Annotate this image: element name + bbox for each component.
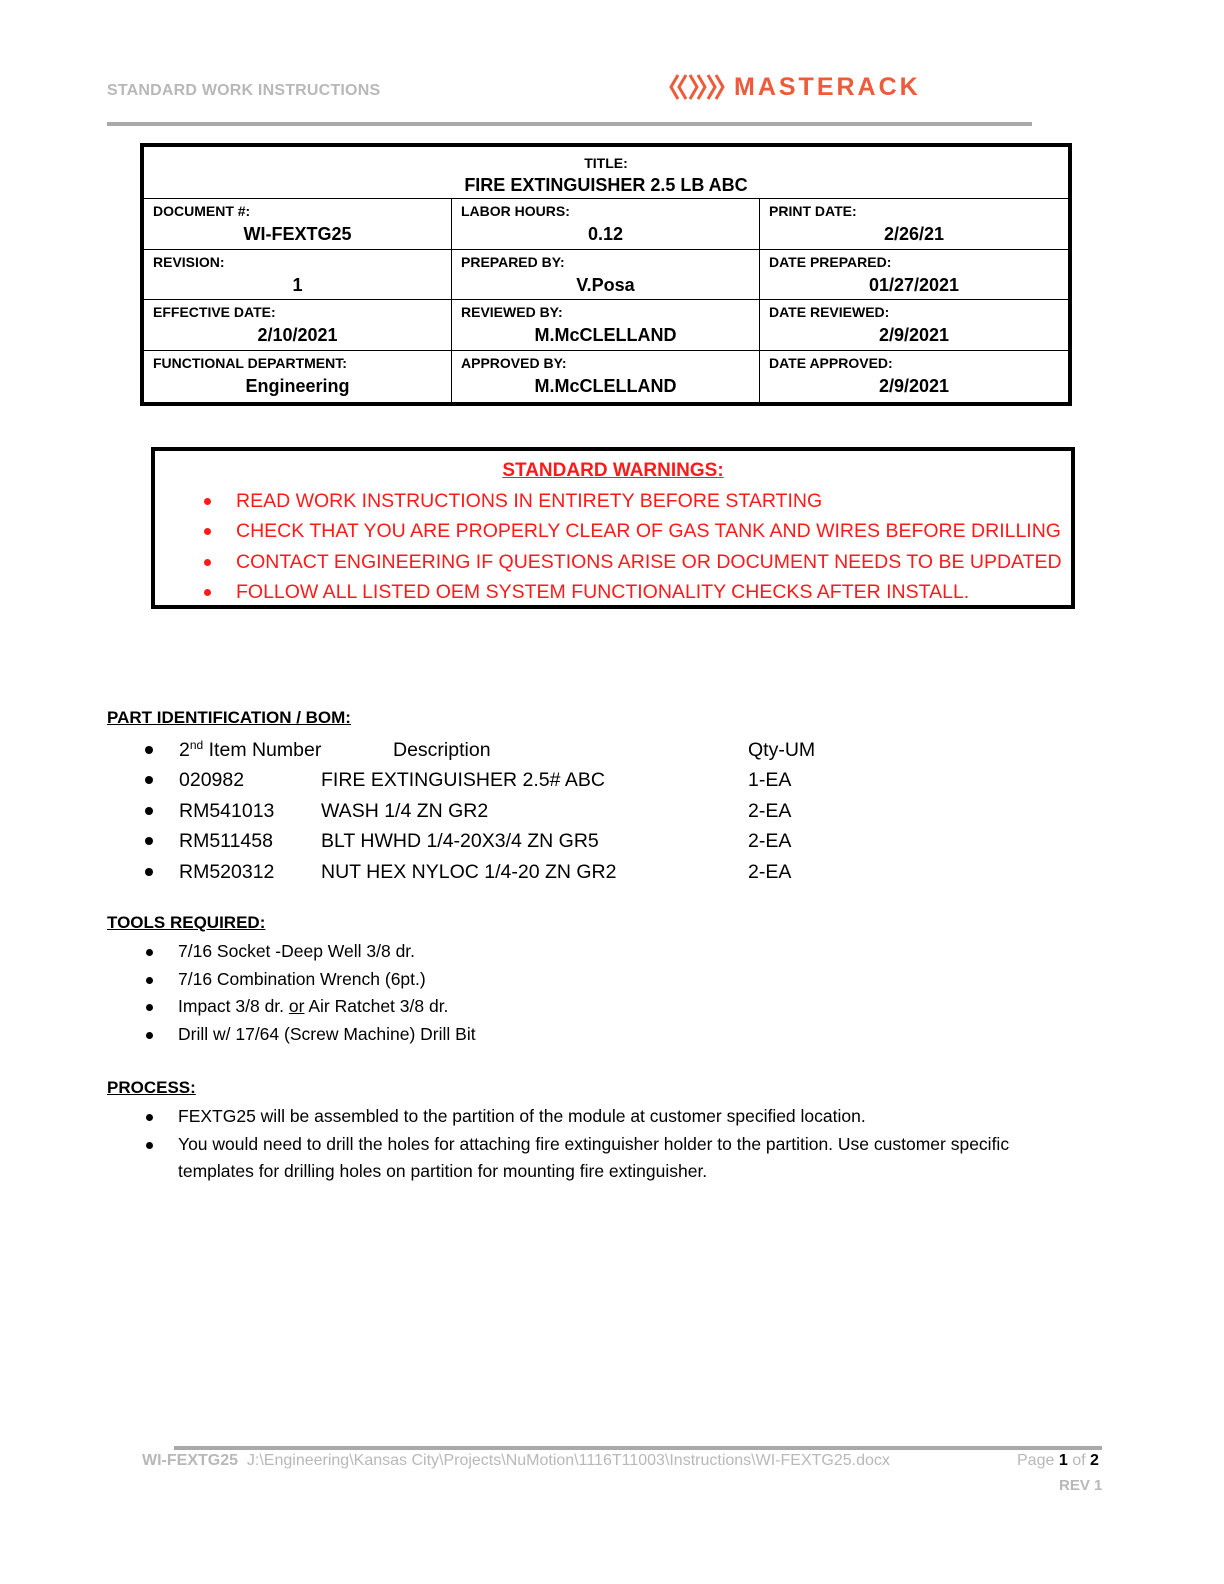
bullet-icon bbox=[145, 807, 153, 815]
process-heading: PROCESS: bbox=[107, 1078, 196, 1097]
tool-or-text: or bbox=[288, 996, 305, 1017]
warning-item: FOLLOW ALL LISTED OEM SYSTEM FUNCTIONALITY CHECKS AFTER INSTALL. bbox=[155, 577, 1071, 607]
header-item-text: Item Number bbox=[203, 739, 322, 761]
info-row bbox=[144, 250, 1068, 301]
print-date-cell bbox=[760, 199, 1068, 249]
footer-rule bbox=[174, 1446, 1102, 1450]
cell-label: DATE APPROVED: bbox=[769, 354, 893, 371]
cell-value: 2/9/2021 bbox=[878, 375, 950, 396]
cell-value: 0.12 bbox=[587, 224, 624, 244]
reviewed-by-cell bbox=[452, 300, 760, 350]
standard-warnings-box bbox=[151, 447, 1075, 609]
title-label: TITLE: bbox=[584, 155, 628, 171]
header-superscript: nd bbox=[189, 738, 204, 752]
page-word: Page bbox=[1017, 1452, 1055, 1469]
bom-row bbox=[107, 826, 1007, 856]
cell-value: Engineering bbox=[245, 375, 350, 396]
brand-logo bbox=[668, 72, 921, 102]
item-description: WASH 1/4 ZN GR2 bbox=[321, 799, 489, 822]
bom-row bbox=[107, 857, 1007, 887]
cell-label: PREPARED BY: bbox=[461, 253, 565, 270]
cell-label: LABOR HOURS: bbox=[461, 203, 570, 219]
cell-value: 1 bbox=[292, 274, 303, 295]
cell-label: DATE REVIEWED: bbox=[769, 304, 890, 320]
bullet-icon bbox=[145, 868, 153, 876]
title-cell bbox=[144, 147, 1068, 199]
effective-date-cell bbox=[144, 300, 452, 350]
cell-value: 2/10/2021 bbox=[257, 325, 338, 345]
functional-department-cell bbox=[144, 351, 452, 402]
process-item: You would need to drill the holes for attaching fire extinguisher holder to the partition. Use customer specific templates for drilling holes on partition for mounting fire extinguisher. bbox=[107, 1131, 1088, 1186]
cell-value: 2/9/2021 bbox=[878, 325, 950, 345]
warning-item: CHECK THAT YOU ARE PROPERLY CLEAR OF GAS TANK AND WIRES BEFORE DRILLING bbox=[155, 516, 1071, 546]
footer-revision: REV 1 bbox=[1059, 1477, 1103, 1494]
cell-label: DATE PREPARED: bbox=[769, 253, 892, 270]
warnings-list bbox=[155, 486, 1071, 607]
bom-row bbox=[107, 765, 1007, 795]
cell-value: M.McCLELLAND bbox=[534, 375, 677, 396]
tool-item: Drill w/ 17/64 (Screw Machine) Drill Bit bbox=[107, 1021, 476, 1049]
footer-path bbox=[142, 1452, 890, 1470]
cell-label: EFFECTIVE DATE: bbox=[153, 304, 276, 320]
document-info-table bbox=[140, 143, 1072, 406]
item-number-header bbox=[179, 735, 321, 765]
item-qty: 1-EA bbox=[748, 769, 792, 792]
cell-value: 01/27/2021 bbox=[868, 274, 960, 295]
footer-doc-id: WI-FEXTG25 bbox=[142, 1452, 239, 1469]
bom-list bbox=[107, 735, 1007, 887]
approved-by-cell bbox=[452, 351, 760, 402]
footer-page-number bbox=[1017, 1452, 1099, 1470]
qty-header: Qty-UM bbox=[748, 739, 816, 761]
bom-row bbox=[107, 796, 1007, 826]
of-word: of bbox=[1072, 1452, 1086, 1469]
info-row bbox=[144, 351, 1068, 402]
cell-label: REVIEWED BY: bbox=[461, 304, 563, 320]
prepared-by-cell bbox=[452, 250, 760, 300]
date-approved-cell bbox=[760, 351, 1068, 402]
warning-item: READ WORK INSTRUCTIONS IN ENTIRETY BEFORE STARTING bbox=[155, 486, 1071, 516]
tools-heading: TOOLS REQUIRED: bbox=[107, 913, 266, 932]
cell-label: PRINT DATE: bbox=[769, 203, 857, 219]
bom-heading: PART IDENTIFICATION / BOM: bbox=[107, 708, 351, 727]
process-list bbox=[107, 1103, 1088, 1186]
labor-hours-cell bbox=[452, 199, 760, 249]
bullet-icon bbox=[145, 776, 153, 784]
tool-item bbox=[107, 993, 476, 1021]
tool-item: 7/16 Socket -Deep Well 3/8 dr. bbox=[107, 938, 476, 966]
item-qty: 2-EA bbox=[748, 799, 792, 822]
header-prefix: 2 bbox=[179, 739, 190, 761]
masterack-logo-icon bbox=[668, 72, 726, 102]
item-qty: 2-EA bbox=[748, 830, 792, 853]
cell-value: V.Posa bbox=[576, 274, 635, 295]
warning-item: CONTACT ENGINEERING IF QUESTIONS ARISE OR DOCUMENT NEEDS TO BE UPDATED bbox=[155, 547, 1071, 577]
cell-label: FUNCTIONAL DEPARTMENT: bbox=[153, 354, 347, 371]
item-number: RM541013 bbox=[179, 799, 275, 822]
info-row bbox=[144, 199, 1068, 250]
date-prepared-cell bbox=[760, 250, 1068, 300]
logo-text: MASTERACK bbox=[734, 72, 921, 101]
cell-value: M.McCLELLAND bbox=[534, 325, 677, 345]
item-description: BLT HWHD 1/4-20X3/4 ZN GR5 bbox=[321, 830, 599, 853]
info-row bbox=[144, 300, 1068, 351]
tool-text: Impact 3/8 dr. bbox=[178, 996, 289, 1017]
cell-label: DOCUMENT #: bbox=[153, 203, 251, 219]
page-current: 1 bbox=[1058, 1452, 1068, 1469]
item-qty: 2-EA bbox=[748, 860, 792, 883]
process-item: FEXTG25 will be assembled to the partition of the module at customer specified location. bbox=[107, 1103, 1088, 1131]
warnings-title: STANDARD WARNINGS: bbox=[502, 460, 724, 481]
item-number: RM511458 bbox=[179, 830, 273, 853]
item-description: NUT HEX NYLOC 1/4-20 ZN GR2 bbox=[321, 860, 617, 883]
description-header: Description bbox=[393, 739, 491, 761]
tool-text: Air Ratchet 3/8 dr. bbox=[304, 996, 449, 1017]
bullet-icon bbox=[145, 837, 153, 845]
cell-label: REVISION: bbox=[153, 253, 225, 270]
header-label: STANDARD WORK INSTRUCTIONS bbox=[107, 82, 381, 99]
item-number: RM520312 bbox=[179, 860, 275, 883]
tools-list bbox=[107, 938, 476, 1048]
bom-header-row bbox=[107, 735, 1007, 765]
header-rule bbox=[107, 122, 1032, 126]
date-reviewed-cell bbox=[760, 300, 1068, 350]
tool-item: 7/16 Combination Wrench (6pt.) bbox=[107, 966, 476, 994]
cell-value: 2/26/21 bbox=[883, 224, 945, 244]
bullet-icon bbox=[145, 746, 153, 754]
item-number: 020982 bbox=[179, 769, 245, 792]
item-description: FIRE EXTINGUISHER 2.5# ABC bbox=[321, 769, 605, 792]
cell-label: APPROVED BY: bbox=[461, 354, 567, 371]
title-value: FIRE EXTINGUISHER 2.5 LB ABC bbox=[464, 175, 748, 195]
revision-cell bbox=[144, 250, 452, 300]
page-total: 2 bbox=[1089, 1452, 1099, 1469]
cell-value: WI-FEXTG25 bbox=[243, 224, 352, 244]
footer-file-path: J:\Engineering\Kansas City\Projects\NuMotion\1116T11003\Instructions\WI-FEXTG25.docx bbox=[246, 1452, 890, 1469]
document-number-cell bbox=[144, 199, 452, 249]
